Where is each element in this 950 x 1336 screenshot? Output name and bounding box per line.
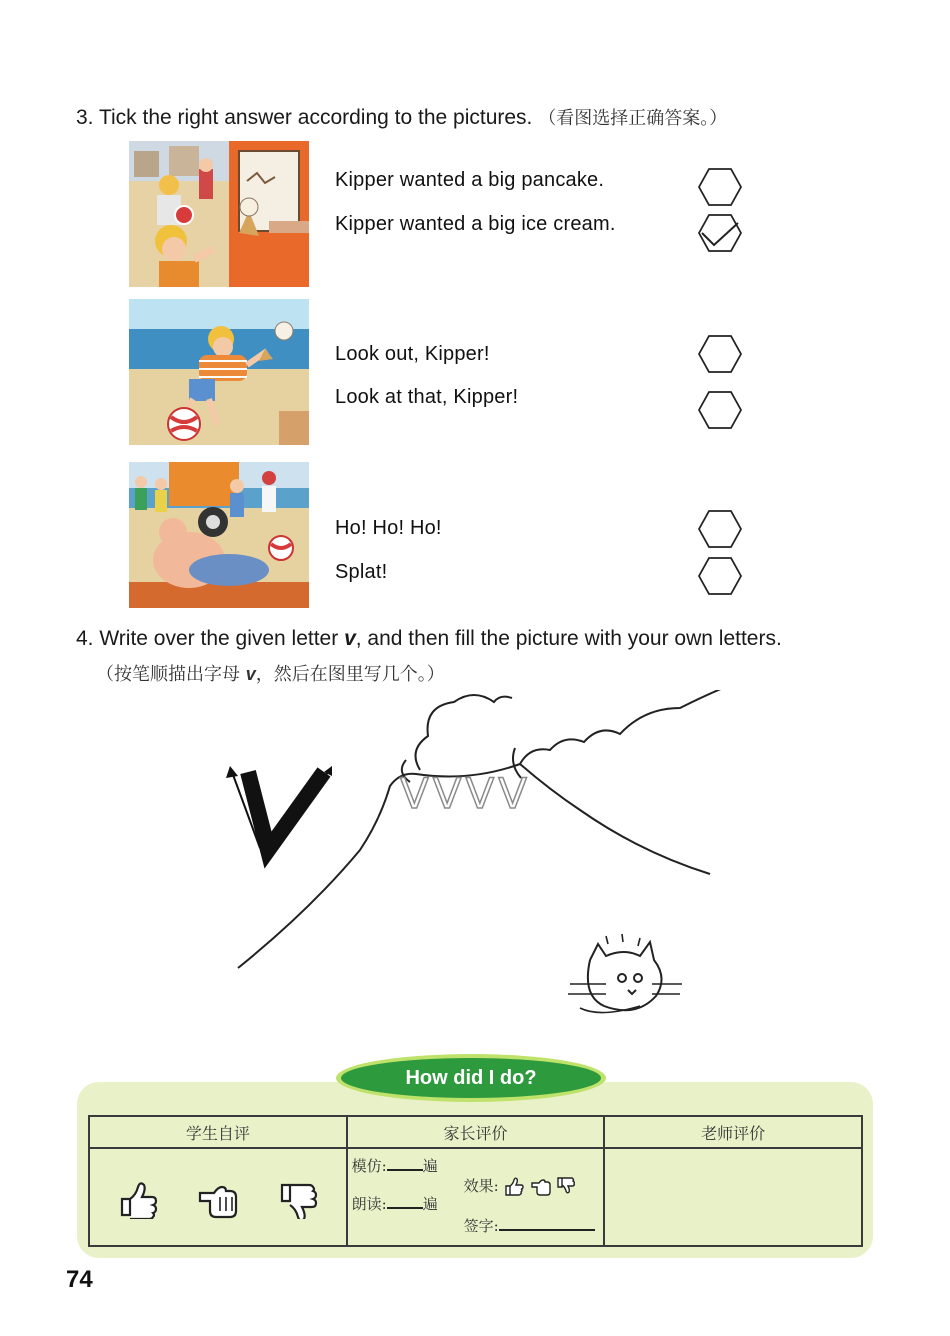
badge-label: How did I do? <box>405 1067 537 1089</box>
header-parent: 家长评价 <box>347 1116 605 1148</box>
thumbs-down-icon[interactable] <box>278 1181 318 1219</box>
option-text: Kipper wanted a big ice cream. <box>335 213 616 235</box>
option-text: Splat! <box>335 561 388 583</box>
letter-v-guide <box>226 766 332 858</box>
question-3-chinese: （看图选择正确答案。） <box>538 108 728 129</box>
picture-ice-cream-van <box>129 141 309 287</box>
header-teacher: 老师评价 <box>604 1116 862 1148</box>
read-count-blank[interactable] <box>387 1207 423 1209</box>
volcano-drawing <box>220 690 760 1040</box>
option-text: Look out, Kipper! <box>335 343 490 365</box>
answer-hexagon-box[interactable] <box>698 167 742 212</box>
sign-row: 签字: <box>464 1215 595 1236</box>
student-self-eval-cell <box>89 1148 347 1246</box>
option-text: Look at that, Kipper! <box>335 386 519 408</box>
thumb-sideways-icon[interactable] <box>198 1181 238 1219</box>
answer-hexagon-box-checked[interactable] <box>698 213 742 258</box>
option-text: Kipper wanted a big pancake. <box>335 169 605 191</box>
question-4-subtitle: （按笔顺描出字母 v，然后在图里写几个。） <box>96 664 445 685</box>
answer-hexagon-box[interactable] <box>698 509 742 554</box>
signature-blank[interactable] <box>499 1229 595 1231</box>
teacher-eval-cell[interactable] <box>604 1148 862 1246</box>
picture-man-splat <box>129 462 309 608</box>
read-row: 朗读: 遍 <box>351 1195 438 1213</box>
answer-hexagon-box[interactable] <box>698 390 742 435</box>
parent-eval-cell <box>347 1148 605 1246</box>
question-3-text: 3. Tick the right answer according to the pictures. <box>76 106 533 129</box>
how-did-i-do-badge <box>335 1053 607 1103</box>
question-4-title: 4. Write over the given letter v, and then fill the picture with your own letters. <box>76 627 782 650</box>
thumbs-up-icon[interactable] <box>118 1181 158 1219</box>
option-text: Ho! Ho! Ho! <box>335 517 442 539</box>
answer-hexagon-box[interactable] <box>698 334 742 379</box>
question-3-title <box>76 104 727 130</box>
page-number: 74 <box>66 1266 93 1293</box>
picture-beach-running <box>129 299 309 445</box>
traced-letters: VVVV <box>400 769 531 818</box>
effect-thumbs-icons[interactable] <box>504 1176 580 1198</box>
answer-hexagon-box[interactable] <box>698 556 742 601</box>
cat-face-icon <box>568 934 682 1013</box>
header-student: 学生自评 <box>89 1116 347 1148</box>
imitate-count-blank[interactable] <box>387 1169 423 1171</box>
effect-row: 效果: <box>464 1175 580 1198</box>
imitate-row: 模仿: 遍 <box>351 1157 438 1175</box>
evaluation-table <box>88 1115 863 1247</box>
